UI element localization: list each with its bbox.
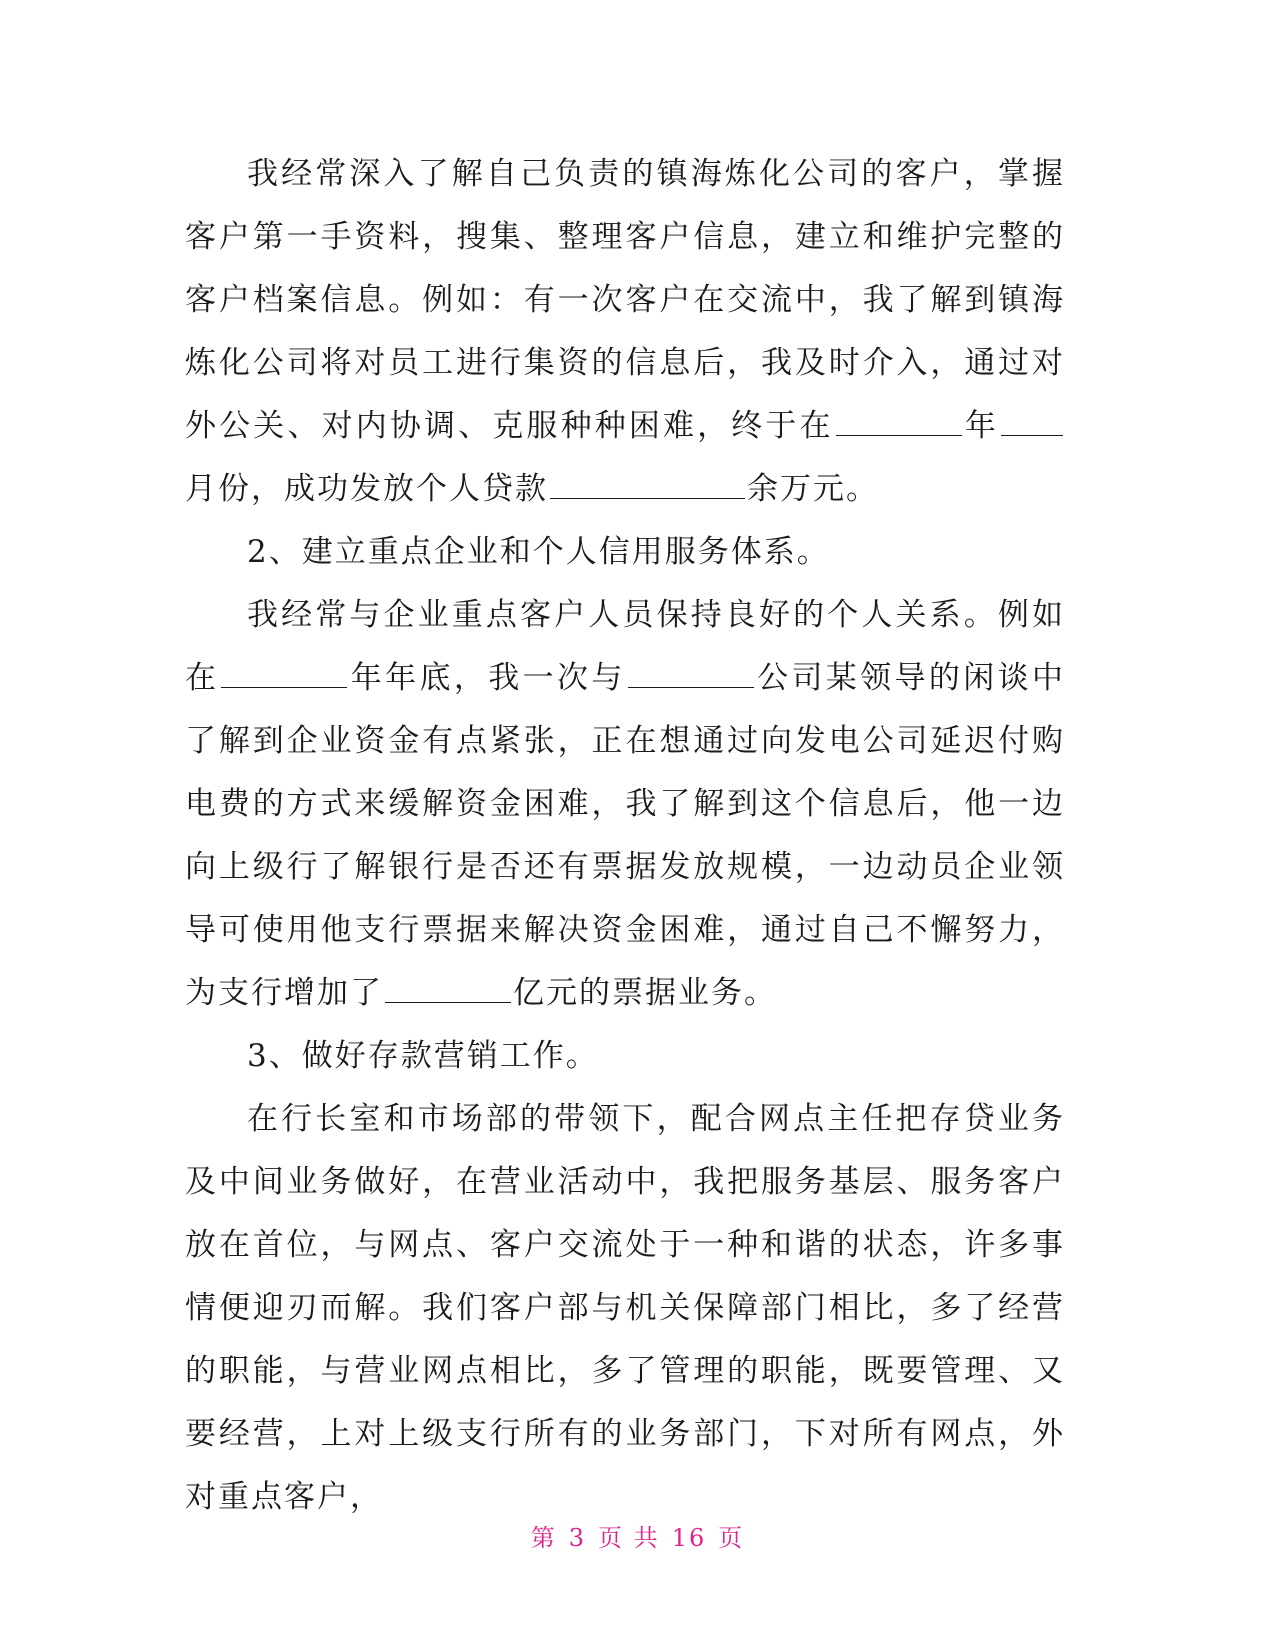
paragraph-text: 余万元。 (747, 471, 879, 507)
paragraph-text: 亿元的票据业务。 (513, 975, 777, 1011)
paragraph-client-relations (185, 584, 1065, 1025)
paragraph-deposit-work: 在行长室和市场部的带领下，配合网点主任把存贷业务及中间业务做好，在营业活动中，我把服务基层、服务客户放在首位，与网点、客户交流处于一种和谐的状态，许多事情便迎刃而解。我们客户部与机关保障部门相比，多了经营的职能，与营业网点相比，多了管理的职能，既要管理、又要经营，上对上级支行所有的业务部门，下对所有网点，外对重点客户， (185, 1101, 1065, 1515)
blank-fill-year (836, 405, 962, 436)
page-footer (0, 1518, 1275, 1553)
paragraph-text: 年 (963, 408, 1000, 444)
footer-mid: 页 共 (598, 1524, 660, 1552)
paragraph-text: 年年底，我一次与 (349, 660, 626, 696)
paragraph-text: 我经常与企业重点客户人员保持良好的个人关系。例如在 (185, 597, 1065, 696)
paragraph-customer-info (185, 143, 1065, 521)
paragraph-text: 月份，成功发放个人贷款 (185, 471, 548, 507)
section-heading-deposit-marketing: 3、做好存款营销工作。 (247, 1038, 599, 1074)
blank-fill-amount (385, 972, 511, 1003)
section-heading-credit-system: 2、建立重点企业和个人信用服务体系。 (247, 534, 830, 570)
blank-fill-amount (550, 468, 745, 499)
footer-current-page: 3 (568, 1524, 587, 1552)
footer-prefix: 第 (530, 1524, 557, 1552)
paragraph-text: 我经常深入了解自己负责的镇海炼化公司的客户，掌握客户第一手资料，搜集、整理客户信息，建立和维护完整的客户档案信息。例如：有一次客户在交流中，我了解到镇海炼化公司将对员工进行集资的信息后，我及时介入，通过对外公关、对内协调、克服种种困难，终于在 (185, 156, 1065, 444)
blank-fill-month (1001, 405, 1063, 436)
document-body (185, 143, 1065, 1529)
footer-suffix: 页 (718, 1524, 745, 1552)
footer-total-pages: 16 (671, 1524, 707, 1552)
blank-fill-year (221, 657, 347, 688)
paragraph-text: 公司某领导的闲谈中了解到企业资金有点紧张，正在想通过向发电公司延迟付购电费的方式来缓解资金困难，我了解到这个信息后，他一边向上级行了解银行是否还有票据发放规模，一边动员企业领导可使用他支行票据来解决资金困难，通过自己不懈努力，为支行增加了 (185, 660, 1066, 1011)
blank-fill-company (628, 657, 754, 688)
